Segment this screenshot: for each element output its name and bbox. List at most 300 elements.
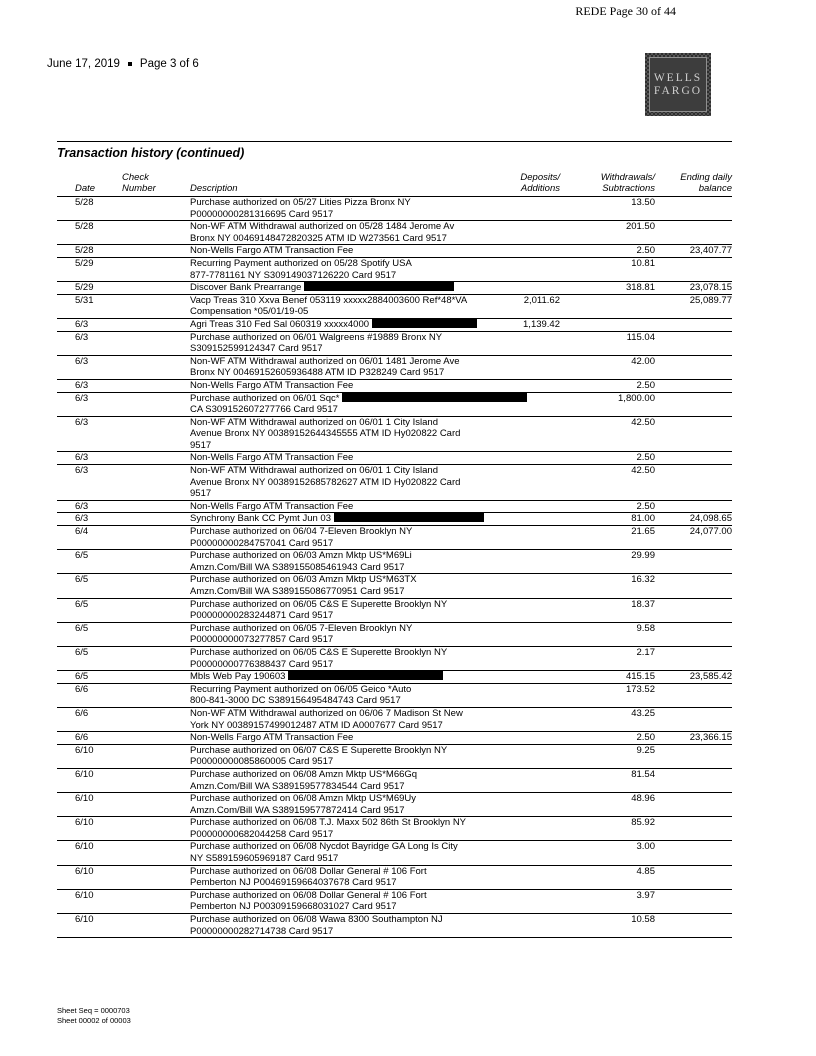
row-withdrawals: 10.81 <box>631 257 655 269</box>
table-row <box>57 744 732 768</box>
redaction-bar <box>334 513 484 522</box>
description-line: Amzn.Com/Bill WA S389155085461943 Card 9517 <box>190 561 405 573</box>
description-line: Avenue Bronx NY 00389152685782627 ATM ID Hy020822 Card <box>190 476 461 488</box>
row-withdrawals: 21.65 <box>631 526 655 538</box>
row-check-number <box>122 221 172 244</box>
transaction-rows <box>57 196 732 938</box>
table-row <box>57 731 732 744</box>
description-line: Pemberton NJ P00309159668031027 Card 9517 <box>190 901 397 913</box>
row-deposits <box>480 501 560 513</box>
row-description <box>172 769 480 792</box>
row-deposits <box>480 221 560 244</box>
table-row <box>57 294 732 318</box>
row-deposits: 2,011.62 <box>523 294 560 306</box>
row-description <box>172 501 480 513</box>
header-description-label: Description <box>190 183 238 194</box>
row-date: 5/31 <box>75 294 94 306</box>
row-deposits <box>480 841 560 864</box>
table-row <box>57 549 732 573</box>
row-withdrawals: 9.25 <box>636 744 655 756</box>
row-withdrawals: 2.50 <box>636 452 655 464</box>
row-withdrawals: 2.50 <box>636 732 655 744</box>
row-date: 6/4 <box>75 526 89 538</box>
row-deposits <box>480 513 560 525</box>
row-description <box>172 332 480 355</box>
row-date: 6/6 <box>75 732 89 744</box>
table-row <box>57 792 732 816</box>
row-description <box>172 295 480 318</box>
row-balance: 25,089.77 <box>689 294 732 306</box>
row-check-number <box>122 841 172 864</box>
row-balance <box>655 221 732 244</box>
row-deposits <box>480 684 560 707</box>
description-line: P00000000085860005 Card 9517 <box>190 756 334 768</box>
wells-fargo-logo <box>645 53 711 116</box>
description-line: Purchase authorized on 06/08 Dollar General # 106 Fort <box>190 865 427 877</box>
row-check-number <box>122 282 172 294</box>
row-description <box>172 319 480 331</box>
row-balance: 23,407.77 <box>689 245 732 257</box>
table-row <box>57 646 732 670</box>
row-description <box>172 245 480 257</box>
row-description <box>172 599 480 622</box>
row-date: 6/3 <box>75 379 89 391</box>
square-bullet-icon <box>128 62 132 66</box>
row-description <box>172 866 480 889</box>
row-date: 5/28 <box>75 221 94 233</box>
row-withdrawals: 2.50 <box>636 245 655 257</box>
row-withdrawals <box>560 295 655 318</box>
description-line: Purchase authorized on 06/05 C&S E Superette Brooklyn NY <box>190 598 448 610</box>
row-balance <box>655 197 732 220</box>
header-date <box>57 183 122 194</box>
table-row <box>57 525 732 549</box>
row-check-number <box>122 356 172 379</box>
row-withdrawals <box>560 319 655 331</box>
row-description <box>172 417 480 452</box>
row-date: 6/5 <box>75 671 89 683</box>
header-check-line2: Number <box>122 183 156 194</box>
row-withdrawals: 3.00 <box>636 841 655 853</box>
row-check-number <box>122 526 172 549</box>
description-line: Avenue Bronx NY 00389152644345555 ATM ID Hy020822 Card <box>190 428 461 440</box>
row-balance <box>655 258 732 281</box>
wells-fargo-logo-text <box>649 57 707 112</box>
header-deposits-line1: Deposits/ <box>520 172 560 183</box>
row-deposits <box>480 623 560 646</box>
table-row <box>57 889 732 913</box>
row-withdrawals: 29.99 <box>631 550 655 562</box>
row-deposits <box>480 393 560 416</box>
description-line: Purchase authorized on 06/08 Amzn Mktp US*M69Uy <box>190 793 417 805</box>
row-balance <box>655 623 732 646</box>
header-ending-balance <box>655 172 732 194</box>
table-row <box>57 464 732 500</box>
row-check-number <box>122 258 172 281</box>
row-description <box>172 513 480 525</box>
row-withdrawals: 2.17 <box>636 646 655 658</box>
description-line: Purchase authorized on 06/08 T.J. Maxx 502 86th St Brooklyn NY <box>190 817 467 829</box>
description-line: Pemberton NJ P00469159664037678 Card 9517 <box>190 877 397 889</box>
row-date: 6/10 <box>75 841 94 853</box>
row-deposits <box>480 817 560 840</box>
table-row <box>57 707 732 731</box>
row-description <box>172 221 480 244</box>
header-check-number <box>122 172 172 194</box>
description-line: Mbls Web Pay 190603 <box>190 671 480 683</box>
description-line: Purchase authorized on 06/07 C&S E Superette Brooklyn NY <box>190 744 448 756</box>
row-withdrawals: 4.85 <box>636 865 655 877</box>
row-description <box>172 452 480 464</box>
row-balance: 23,585.42 <box>689 671 732 683</box>
table-row <box>57 500 732 513</box>
row-withdrawals: 201.50 <box>625 221 655 233</box>
row-description <box>172 914 480 937</box>
row-date: 5/29 <box>75 282 94 294</box>
row-description <box>172 465 480 500</box>
row-balance <box>655 599 732 622</box>
description-line: Purchase authorized on 06/08 Nycdot Bayridge GA Long Is City <box>190 841 458 853</box>
row-check-number <box>122 197 172 220</box>
sheet-seq: Sheet Seq = 0000703 <box>57 1006 130 1015</box>
row-withdrawals: 85.92 <box>631 817 655 829</box>
row-deposits <box>480 574 560 597</box>
row-withdrawals: 9.58 <box>636 622 655 634</box>
row-check-number <box>122 393 172 416</box>
description-line: Purchase authorized on 06/08 Amzn Mktp US*M66Gq <box>190 768 418 780</box>
description-line: Synchrony Bank CC Pymt Jun 03 <box>190 513 480 525</box>
row-deposits <box>480 452 560 464</box>
row-date: 6/3 <box>75 318 89 330</box>
description-line: Purchase authorized on 06/01 Sqc* <box>190 393 480 405</box>
row-deposits <box>480 708 560 731</box>
row-date: 6/10 <box>75 865 94 877</box>
description-line: Non-Wells Fargo ATM Transaction Fee <box>190 452 354 464</box>
table-row <box>57 355 732 379</box>
description-line: P00000000682044258 Card 9517 <box>190 828 334 840</box>
table-row <box>57 865 732 889</box>
row-description <box>172 623 480 646</box>
row-balance <box>655 501 732 513</box>
row-check-number <box>122 245 172 257</box>
row-withdrawals: 173.52 <box>625 683 655 695</box>
row-description <box>172 393 480 416</box>
row-check-number <box>122 866 172 889</box>
row-date: 6/10 <box>75 744 94 756</box>
row-check-number <box>122 599 172 622</box>
description-line: S309152599124347 Card 9517 <box>190 343 323 355</box>
table-row <box>57 379 732 392</box>
row-check-number <box>122 513 172 525</box>
table-row <box>57 318 732 331</box>
description-line: Purchase authorized on 06/03 Amzn Mktp US*M63TX <box>190 574 417 586</box>
row-description <box>172 890 480 913</box>
row-date: 5/28 <box>75 245 94 257</box>
row-deposits <box>480 465 560 500</box>
header-deposits-line2: Additions <box>520 183 560 194</box>
row-withdrawals: 10.58 <box>631 914 655 926</box>
row-date: 6/3 <box>75 500 89 512</box>
row-balance <box>655 550 732 573</box>
row-date: 6/10 <box>75 817 94 829</box>
row-withdrawals: 115.04 <box>626 331 655 343</box>
row-deposits <box>480 526 560 549</box>
row-balance <box>655 319 732 331</box>
description-line: 800-841-3000 DC S389156495484743 Card 9517 <box>190 695 401 707</box>
row-balance <box>655 393 732 416</box>
description-line: P00000000281316695 Card 9517 <box>190 208 334 220</box>
row-date: 6/3 <box>75 513 89 525</box>
header-description <box>172 183 480 194</box>
row-description <box>172 197 480 220</box>
row-date: 6/3 <box>75 331 89 343</box>
table-row <box>57 331 732 355</box>
row-balance <box>655 356 732 379</box>
row-date: 6/5 <box>75 598 89 610</box>
row-withdrawals: 42.00 <box>631 355 655 367</box>
description-line: Purchase authorized on 06/05 C&S E Superette Brooklyn NY <box>190 646 448 658</box>
row-description <box>172 258 480 281</box>
row-balance <box>655 817 732 840</box>
row-date: 5/29 <box>75 257 94 269</box>
row-withdrawals: 16.32 <box>631 574 655 586</box>
row-check-number <box>122 417 172 452</box>
row-date: 6/5 <box>75 622 89 634</box>
description-line: Non-Wells Fargo ATM Transaction Fee <box>190 500 354 512</box>
description-line: Non-WF ATM Withdrawal authorized on 06/01 1 City Island <box>190 465 438 477</box>
row-balance <box>655 708 732 731</box>
statement-content <box>57 141 732 938</box>
row-deposits <box>480 550 560 573</box>
row-withdrawals: 81.00 <box>631 513 655 525</box>
row-date: 6/6 <box>75 707 89 719</box>
table-row <box>57 816 732 840</box>
description-line: Agri Treas 310 Fed Sal 060319 xxxxx4000 <box>190 319 480 331</box>
sheet-footer <box>57 1006 131 1025</box>
row-withdrawals: 42.50 <box>631 416 655 428</box>
description-line: Non-Wells Fargo ATM Transaction Fee <box>190 379 354 391</box>
row-description <box>172 574 480 597</box>
row-check-number <box>122 319 172 331</box>
row-date: 5/28 <box>75 197 94 208</box>
row-deposits <box>480 417 560 452</box>
row-date: 6/6 <box>75 683 89 695</box>
description-line: Purchase authorized on 06/03 Amzn Mktp US*M69Li <box>190 550 412 562</box>
description-line: Discover Bank Prearrange <box>190 282 480 294</box>
row-date: 6/10 <box>75 914 94 926</box>
row-description <box>172 745 480 768</box>
table-row <box>57 670 732 683</box>
row-balance <box>655 465 732 500</box>
row-balance <box>655 452 732 464</box>
row-withdrawals: 2.50 <box>636 379 655 391</box>
row-balance <box>655 914 732 937</box>
description-line: 9517 <box>190 488 212 500</box>
row-withdrawals: 43.25 <box>631 707 655 719</box>
row-description <box>172 526 480 549</box>
table-row <box>57 281 732 294</box>
header-withdrawals-line1: Withdrawals/ <box>600 172 655 183</box>
description-line: York NY 00389157499012487 ATM ID A0007677 Card 9517 <box>190 719 443 731</box>
row-check-number <box>122 817 172 840</box>
row-balance <box>655 769 732 792</box>
row-check-number <box>122 380 172 392</box>
description-line: P00000000776388437 Card 9517 <box>190 658 334 670</box>
description-line: 877-7781161 NY S309149037126220 Card 9517 <box>190 269 397 281</box>
header-check-line1: Check <box>122 172 149 183</box>
description-line: Non-WF ATM Withdrawal authorized on 06/06 7 Madison St New <box>190 707 463 719</box>
section-divider <box>57 141 732 142</box>
row-deposits <box>480 356 560 379</box>
row-check-number <box>122 623 172 646</box>
description-line: Recurring Payment authorized on 05/28 Spotify USA <box>190 257 412 269</box>
table-row <box>57 913 732 937</box>
row-deposits <box>480 866 560 889</box>
description-line: Non-Wells Fargo ATM Transaction Fee <box>190 245 354 257</box>
row-balance <box>655 866 732 889</box>
description-line: Non-WF ATM Withdrawal authorized on 06/01 1481 Jerome Ave <box>190 355 460 367</box>
header-withdrawals <box>560 172 655 194</box>
description-line: Vacp Treas 310 Xxva Benef 053119 xxxxx2884003600 Ref*48*VA <box>190 294 468 306</box>
section-title: Transaction history (continued) <box>57 146 245 160</box>
row-balance <box>655 793 732 816</box>
logo-line-1: WELLS <box>653 71 703 84</box>
row-balance: 23,366.15 <box>689 732 732 744</box>
row-withdrawals: 42.50 <box>631 465 655 477</box>
row-check-number <box>122 671 172 683</box>
row-check-number <box>122 550 172 573</box>
row-date: 6/10 <box>75 793 94 805</box>
header-withdrawals-line2: Subtractions <box>602 183 655 194</box>
logo-line-2: FARGO <box>653 84 703 97</box>
table-row <box>57 257 732 281</box>
row-description <box>172 732 480 744</box>
table-row <box>57 451 732 464</box>
row-description <box>172 841 480 864</box>
description-line: Amzn.Com/Bill WA S389155086770951 Card 9517 <box>190 586 405 597</box>
description-line: P00000000284757041 Card 9517 <box>190 537 334 549</box>
row-date: 6/5 <box>75 550 89 562</box>
row-balance <box>655 332 732 355</box>
row-deposits <box>480 197 560 220</box>
row-deposits <box>480 732 560 744</box>
row-description <box>172 647 480 670</box>
row-date: 6/3 <box>75 392 89 404</box>
table-header <box>57 172 732 196</box>
row-date: 6/5 <box>75 574 89 586</box>
row-deposits <box>480 380 560 392</box>
table-row <box>57 392 732 416</box>
row-withdrawals: 48.96 <box>631 793 655 805</box>
table-row <box>57 840 732 864</box>
row-description <box>172 380 480 392</box>
row-date: 6/3 <box>75 355 89 367</box>
description-line: Purchase authorized on 06/08 Dollar General # 106 Fort <box>190 889 427 901</box>
row-balance: 23,078.15 <box>689 282 732 294</box>
description-line: 9517 <box>190 439 212 451</box>
description-line: Purchase authorized on 06/08 Wawa 8300 Southampton NJ <box>190 914 443 926</box>
row-date: 6/3 <box>75 452 89 464</box>
row-withdrawals: 1,800.00 <box>618 392 655 404</box>
row-description <box>172 817 480 840</box>
row-deposits <box>480 258 560 281</box>
row-balance <box>655 647 732 670</box>
row-check-number <box>122 501 172 513</box>
statement-date-line <box>47 58 199 70</box>
row-check-number <box>122 745 172 768</box>
row-balance <box>655 684 732 707</box>
row-date: 6/3 <box>75 465 89 477</box>
description-line: Purchase authorized on 06/05 7-Eleven Brooklyn NY <box>190 622 413 634</box>
row-description <box>172 550 480 573</box>
row-check-number <box>122 890 172 913</box>
header-date-label: Date <box>75 183 96 194</box>
description-line: Recurring Payment authorized on 06/05 Geico *Auto <box>190 683 412 695</box>
description-line: Purchase authorized on 06/04 7-Eleven Brooklyn NY <box>190 526 413 538</box>
row-check-number <box>122 793 172 816</box>
redaction-bar <box>304 282 454 291</box>
row-deposits <box>480 890 560 913</box>
row-withdrawals: 3.97 <box>636 889 655 901</box>
row-description <box>172 708 480 731</box>
row-description <box>172 356 480 379</box>
row-deposits <box>480 671 560 683</box>
row-withdrawals: 318.81 <box>625 282 655 294</box>
row-date: 6/5 <box>75 646 89 658</box>
row-deposits <box>480 647 560 670</box>
row-check-number <box>122 647 172 670</box>
description-line: Non-WF ATM Withdrawal authorized on 06/01 1 City Island <box>190 416 438 428</box>
header-deposits <box>480 172 560 194</box>
table-row <box>57 220 732 244</box>
row-deposits <box>480 793 560 816</box>
row-balance: 24,098.65 <box>689 513 732 525</box>
description-line: NY S589159605969187 Card 9517 <box>190 853 339 865</box>
redaction-bar <box>372 319 477 328</box>
row-deposits <box>480 914 560 937</box>
table-row <box>57 683 732 707</box>
table-row <box>57 244 732 257</box>
row-deposits <box>480 332 560 355</box>
row-withdrawals: 13.50 <box>631 197 655 208</box>
row-balance <box>655 574 732 597</box>
row-check-number <box>122 732 172 744</box>
description-line: P00000000283244871 Card 9517 <box>190 610 334 622</box>
table-row <box>57 196 732 220</box>
row-description <box>172 684 480 707</box>
description-line: Non-WF ATM Withdrawal authorized on 05/28 1484 Jerome Av <box>190 221 455 233</box>
description-line: Amzn.Com/Bill WA S389159577872414 Card 9517 <box>190 804 405 816</box>
row-check-number <box>122 465 172 500</box>
row-check-number <box>122 295 172 318</box>
row-withdrawals: 2.50 <box>636 500 655 512</box>
description-line: P00000000282714738 Card 9517 <box>190 925 334 937</box>
row-balance <box>655 841 732 864</box>
row-deposits <box>480 599 560 622</box>
page-reference: REDE Page 30 of 44 <box>575 4 676 18</box>
description-line: CA S309152607277766 Card 9517 <box>190 404 338 416</box>
row-description <box>172 282 480 294</box>
row-check-number <box>122 769 172 792</box>
row-check-number <box>122 684 172 707</box>
description-line: Amzn.Com/Bill WA S389159577834544 Card 9517 <box>190 780 405 792</box>
row-check-number <box>122 574 172 597</box>
row-balance <box>655 890 732 913</box>
row-withdrawals: 415.15 <box>625 671 655 683</box>
row-description <box>172 671 480 683</box>
row-deposits <box>480 245 560 257</box>
row-deposits <box>480 745 560 768</box>
